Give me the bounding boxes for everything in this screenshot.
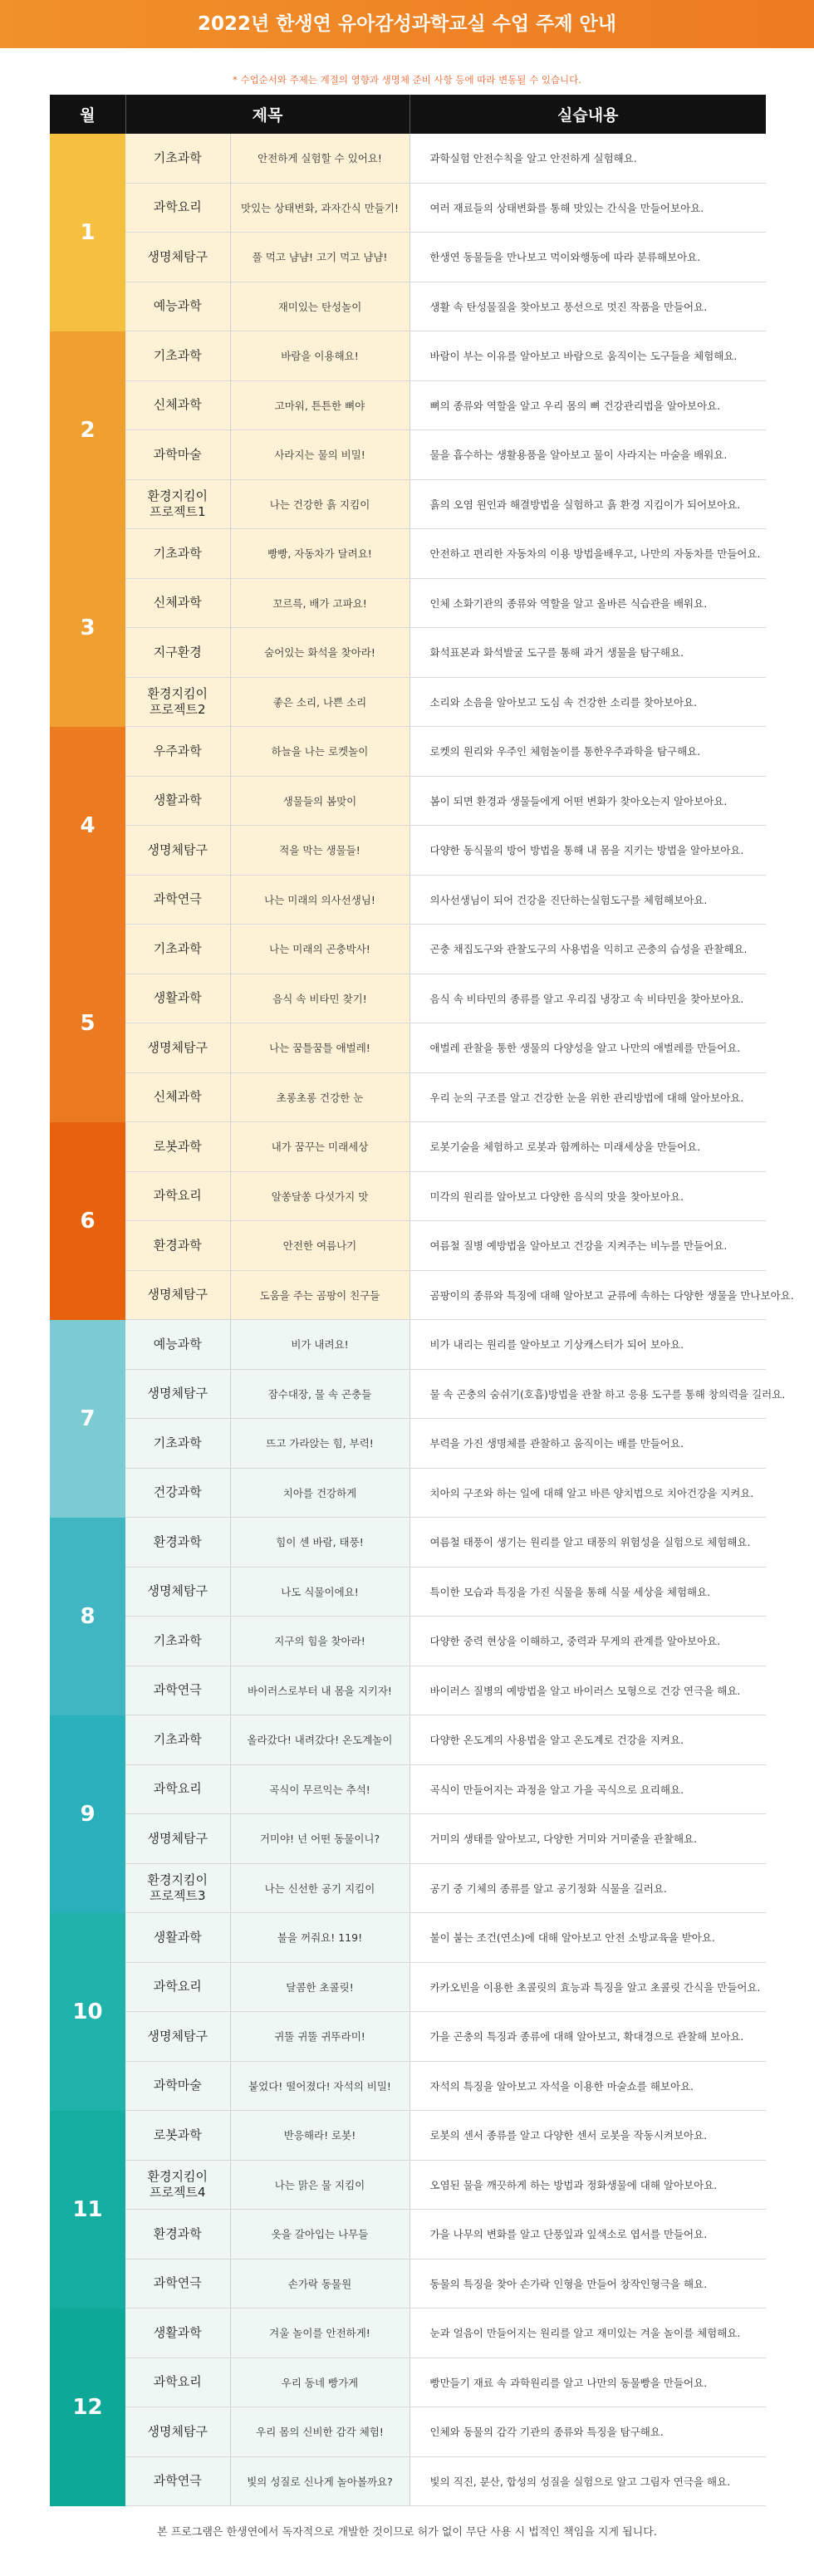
table-body xyxy=(50,134,794,2506)
category-cell: 신체과학 xyxy=(125,1072,230,1122)
category-cell: 신체과학 xyxy=(125,380,230,430)
category-cell: 예능과학 xyxy=(125,282,230,331)
lesson-description-cell: 여러 재료들의 상태변화를 통해 맛있는 간식을 만들어보아요. xyxy=(409,183,766,233)
lesson-title-cell: 나도 식물이에요! xyxy=(230,1567,409,1617)
table-row xyxy=(50,430,766,480)
category-cell: 과학연극 xyxy=(125,2259,230,2309)
table-row xyxy=(50,2012,766,2062)
lesson-title-cell: 안전한 여름나기 xyxy=(230,1221,409,1271)
lesson-title-cell: 달콤한 초콜릿! xyxy=(230,1962,409,2012)
category-cell: 로봇과학 xyxy=(125,2111,230,2161)
lesson-title-cell: 나는 맑은 물 지킴이 xyxy=(230,2160,409,2210)
lesson-description-cell: 봄이 되면 환경과 생물들에게 어떤 변화가 찾아오는지 알아보아요. xyxy=(409,776,766,826)
month-cell: 1 xyxy=(50,134,125,331)
lesson-description-cell: 자석의 특징을 알아보고 자석을 이용한 마술쇼를 해보아요. xyxy=(409,2061,766,2111)
lesson-description-cell: 뼈의 종류와 역할을 알고 우리 몸의 뼈 건강관리법을 알아보아요. xyxy=(409,380,766,430)
category-cell: 생활과학 xyxy=(125,974,230,1023)
lesson-description-cell: 생활 속 탄성물질을 찾아보고 풍선으로 멋진 작품을 만들어요. xyxy=(409,282,766,331)
month-cell: 10 xyxy=(50,1913,125,2111)
category-cell: 생명체탐구 xyxy=(125,1023,230,1073)
lesson-description-cell: 바람이 부는 이유를 알아보고 바람으로 움직이는 도구들을 체험해요. xyxy=(409,331,766,381)
lesson-title-cell: 꼬르륵, 배가 고파요! xyxy=(230,578,409,628)
category-cell: 과학요리 xyxy=(125,1962,230,2012)
lesson-title-cell: 재미있는 탄성놀이 xyxy=(230,282,409,331)
lesson-title-cell: 반응해라! 로봇! xyxy=(230,2111,409,2161)
table-row xyxy=(50,2111,766,2161)
lesson-description-cell: 특이한 모습과 특징을 가진 식물을 통해 식물 세상을 체험해요. xyxy=(409,1567,766,1617)
category-cell: 로봇과학 xyxy=(125,1122,230,1172)
table-row xyxy=(50,2210,766,2260)
lesson-title-cell: 빵빵, 자동차가 달려요! xyxy=(230,529,409,579)
table-row xyxy=(50,1023,766,1073)
lesson-description-cell: 과학실험 안전수칙을 알고 안전하게 실험해요. xyxy=(409,134,766,183)
lesson-description-cell: 곡식이 만들어지는 과정을 알고 가을 곡식으로 요리해요. xyxy=(409,1764,766,1814)
lesson-description-cell: 바이러스 질병의 예방법을 알고 바이러스 모형으로 건강 연극을 해요. xyxy=(409,1666,766,1715)
lesson-title-cell: 우리 동네 빵가게 xyxy=(230,2358,409,2407)
category-cell: 생명체탐구 xyxy=(125,2407,230,2457)
category-cell: 생명체탐구 xyxy=(125,2012,230,2062)
table-row xyxy=(50,1122,766,1172)
lesson-description-cell: 다양한 동식물의 방어 방법을 통해 내 몸을 지키는 방법을 알아보아요. xyxy=(409,826,766,876)
table-row xyxy=(50,1567,766,1617)
column-header-content: 실습내용 xyxy=(409,95,766,134)
category-cell: 생명체탐구 xyxy=(125,233,230,282)
table-row xyxy=(50,974,766,1023)
table-row xyxy=(50,1617,766,1666)
lesson-title-cell: 거미야! 넌 어떤 동물이니? xyxy=(230,1814,409,1864)
lesson-title-cell: 초롱초롱 건강한 눈 xyxy=(230,1072,409,1122)
table-row xyxy=(50,628,766,678)
category-cell: 생명체탐구 xyxy=(125,1369,230,1419)
lesson-title-cell: 곡식이 무르익는 추석! xyxy=(230,1764,409,1814)
lesson-description-cell: 거미의 생태를 알아보고, 다양한 거미와 거미줄을 관찰해요. xyxy=(409,1814,766,1864)
category-cell: 과학연극 xyxy=(125,875,230,925)
lesson-description-cell: 미각의 원리를 알아보고 다양한 음식의 맛을 찾아보아요. xyxy=(409,1171,766,1221)
table-row xyxy=(50,1913,766,1963)
lesson-title-cell: 좋은 소리, 나쁜 소리 xyxy=(230,677,409,727)
lesson-description-cell: 가을 나무의 변화를 알고 단풍잎과 잎색소로 엽서를 만들어요. xyxy=(409,2210,766,2260)
lesson-title-cell: 나는 꿈틀꿈틀 애벌레! xyxy=(230,1023,409,1073)
category-cell: 우주과학 xyxy=(125,727,230,777)
month-cell: 8 xyxy=(50,1518,125,1715)
notice-text: * 수업순서와 주제는 계절의 영향과 생명체 준비 사항 등에 따라 변동될 수 있습니다. xyxy=(233,74,581,86)
category-cell: 과학마술 xyxy=(125,430,230,480)
lesson-description-cell: 인체와 동물의 감각 기관의 종류와 특징을 탐구해요. xyxy=(409,2407,766,2457)
category-cell: 기초과학 xyxy=(125,134,230,183)
table-header xyxy=(50,95,766,134)
lesson-title-cell: 올라갔다! 내려갔다! 온도계놀이 xyxy=(230,1715,409,1765)
lesson-description-cell: 카카오빈을 이용한 초콜릿의 효능과 특징을 알고 초콜릿 간식을 만들어요. xyxy=(409,1962,766,2012)
lesson-title-cell: 알쏭달쏭 다섯가지 맛 xyxy=(230,1171,409,1221)
table-row xyxy=(50,1369,766,1419)
lesson-title-cell: 안전하게 실험할 수 있어요! xyxy=(230,134,409,183)
table-row xyxy=(50,925,766,974)
lesson-title-cell: 나는 미래의 곤충박사! xyxy=(230,925,409,974)
table-row xyxy=(50,233,766,282)
lesson-title-cell: 바람을 이용해요! xyxy=(230,331,409,381)
lesson-description-cell: 오염된 물을 깨끗하게 하는 방법과 정화생물에 대해 알아보아요. xyxy=(409,2160,766,2210)
lesson-description-cell: 비가 내리는 원리를 알아보고 기상캐스터가 되어 보아요. xyxy=(409,1320,766,1370)
lesson-description-cell: 음식 속 비타민의 종류를 알고 우리집 냉장고 속 비타민을 찾아보아요. xyxy=(409,974,766,1023)
lesson-description-cell: 우리 눈의 구조를 알고 건강한 눈을 위한 관리방법에 대해 알아보아요. xyxy=(409,1072,766,1122)
category-cell: 과학요리 xyxy=(125,1171,230,1221)
table-row xyxy=(50,1666,766,1715)
table-row xyxy=(50,479,766,529)
lesson-title-cell: 비가 내려요! xyxy=(230,1320,409,1370)
lesson-description-cell: 여름철 태풍이 생기는 원리를 알고 태풍의 위험성을 실험으로 체험해요. xyxy=(409,1518,766,1568)
month-cell: 7 xyxy=(50,1320,125,1518)
lesson-title-cell: 적을 막는 생물들! xyxy=(230,826,409,876)
category-cell: 환경지킴이 프로젝트4 xyxy=(125,2160,230,2210)
table-row xyxy=(50,331,766,381)
category-cell: 기초과학 xyxy=(125,529,230,579)
lesson-description-cell: 부력을 가진 생명체를 관찰하고 움직이는 배를 만들어요. xyxy=(409,1419,766,1469)
lesson-title-cell: 붙었다! 떨어졌다! 자석의 비밀! xyxy=(230,2061,409,2111)
lesson-title-cell: 치아를 건강하게 xyxy=(230,1468,409,1518)
table-row xyxy=(50,2407,766,2457)
category-cell: 생명체탐구 xyxy=(125,1814,230,1864)
lesson-title-cell: 바이러스로부터 내 몸을 지키자! xyxy=(230,1666,409,1715)
category-cell: 환경지킴이 프로젝트3 xyxy=(125,1863,230,1913)
table-row xyxy=(50,529,766,579)
category-cell: 기초과학 xyxy=(125,1715,230,1765)
table-row xyxy=(50,1171,766,1221)
footer-disclaimer: 본 프로그램은 한생연에서 독자적으로 개발한 것이므로 허가 없이 무단 사용 시 법적인 책임을 지게 됩니다. xyxy=(157,2526,657,2539)
lesson-description-cell: 다양한 온도계의 사용법을 알고 온도계로 건강을 지켜요. xyxy=(409,1715,766,1765)
table-row xyxy=(50,1419,766,1469)
category-cell: 기초과학 xyxy=(125,1419,230,1469)
column-header-title: 제목 xyxy=(125,95,409,134)
table-row xyxy=(50,677,766,727)
table-row xyxy=(50,1863,766,1913)
category-cell: 생활과학 xyxy=(125,776,230,826)
month-cell: 5 xyxy=(50,925,125,1122)
category-cell: 과학요리 xyxy=(125,183,230,233)
table-row xyxy=(50,2309,766,2358)
month-cell: 4 xyxy=(50,727,125,925)
lesson-title-cell: 음식 속 비타민 찾기! xyxy=(230,974,409,1023)
category-cell: 과학연극 xyxy=(125,1666,230,1715)
lesson-description-cell: 애벌레 관찰을 통한 생물의 다양성을 알고 나만의 애벌레를 만들어요. xyxy=(409,1023,766,1073)
month-cell: 6 xyxy=(50,1122,125,1320)
lesson-title-cell: 생물들의 봄맞이 xyxy=(230,776,409,826)
table-row xyxy=(50,2456,766,2506)
lesson-title-cell: 빛의 성질로 신나게 놀아볼까요? xyxy=(230,2456,409,2506)
lesson-title-cell: 귀뚤 귀뚤 귀뚜라미! xyxy=(230,2012,409,2062)
category-cell: 지구환경 xyxy=(125,628,230,678)
table-row xyxy=(50,1320,766,1370)
table-row xyxy=(50,1962,766,2012)
lesson-description-cell: 물 속 곤충의 숨쉬기(호흡)방법을 관찰 하고 응용 도구를 통해 창의력을 길러요. xyxy=(409,1369,766,1419)
lesson-description-cell: 치아의 구조와 하는 일에 대해 알고 바른 양치법으로 치아건강을 지켜요. xyxy=(409,1468,766,1518)
lesson-description-cell: 인체 소화기관의 종류와 역할을 알고 올바른 식습관을 배워요. xyxy=(409,578,766,628)
lesson-description-cell: 가을 곤충의 특징과 종류에 대해 알아보고, 확대경으로 관찰해 보아요. xyxy=(409,2012,766,2062)
table-row xyxy=(50,1814,766,1864)
category-cell: 기초과학 xyxy=(125,925,230,974)
schedule-table-wrapper xyxy=(50,95,794,2506)
lesson-title-cell: 나는 건강한 흙 지킴이 xyxy=(230,479,409,529)
table-row xyxy=(50,578,766,628)
table-row xyxy=(50,2160,766,2210)
lesson-title-cell: 맛있는 상태변화, 과자간식 만들기! xyxy=(230,183,409,233)
category-cell: 생활과학 xyxy=(125,1913,230,1963)
table-row xyxy=(50,1518,766,1568)
lesson-description-cell: 눈과 얼음이 만들어지는 원리를 알고 재미있는 겨울 놀이를 체험해요. xyxy=(409,2309,766,2358)
lesson-title-cell: 내가 꿈꾸는 미래세상 xyxy=(230,1122,409,1172)
lesson-title-cell: 뜨고 가라앉는 힘, 부력! xyxy=(230,1419,409,1469)
lesson-title-cell: 불을 꺼줘요! 119! xyxy=(230,1913,409,1963)
schedule-table xyxy=(50,95,794,2506)
category-cell: 과학마술 xyxy=(125,2061,230,2111)
table-row xyxy=(50,826,766,876)
table-row xyxy=(50,134,766,183)
category-cell: 기초과학 xyxy=(125,1617,230,1666)
lesson-title-cell: 옷을 갈아입는 나무들 xyxy=(230,2210,409,2260)
lesson-description-cell: 물을 흡수하는 생활용품을 알아보고 물이 사라지는 마술을 배워요. xyxy=(409,430,766,480)
lesson-title-cell: 힘이 센 바람, 태풍! xyxy=(230,1518,409,1568)
lesson-title-cell: 우리 몸의 신비한 감각 체험! xyxy=(230,2407,409,2457)
table-row xyxy=(50,2259,766,2309)
page-header xyxy=(0,0,814,48)
lesson-description-cell: 로봇의 센서 종류를 알고 다양한 센서 로봇을 작동시켜보아요. xyxy=(409,2111,766,2161)
table-row xyxy=(50,2061,766,2111)
lesson-description-cell: 안전하고 편리한 자동차의 이용 방법을배우고, 나만의 자동차를 만들어요. xyxy=(409,529,766,579)
lesson-title-cell: 하늘을 나는 로켓놀이 xyxy=(230,727,409,777)
category-cell: 생명체탐구 xyxy=(125,1270,230,1320)
lesson-title-cell: 나는 미래의 의사선생님! xyxy=(230,875,409,925)
table-row xyxy=(50,1072,766,1122)
category-cell: 환경지킴이 프로젝트1 xyxy=(125,479,230,529)
lesson-title-cell: 고마워, 튼튼한 뼈야 xyxy=(230,380,409,430)
table-row xyxy=(50,183,766,233)
month-cell: 11 xyxy=(50,2111,125,2309)
lesson-description-cell: 불이 붙는 조건(연소)에 대해 알아보고 안전 소방교육을 받아요. xyxy=(409,1913,766,1963)
lesson-description-cell: 곰팡이의 종류와 특징에 대해 알아보고 균류에 속하는 다양한 생물을 만나보아요. xyxy=(409,1270,766,1320)
category-cell: 생명체탐구 xyxy=(125,1567,230,1617)
category-cell: 환경과학 xyxy=(125,2210,230,2260)
category-cell: 예능과학 xyxy=(125,1320,230,1370)
lesson-description-cell: 동물의 특징을 찾아 손가락 인형을 만들어 창작인형극을 해요. xyxy=(409,2259,766,2309)
lesson-description-cell: 소리와 소음을 알아보고 도심 속 건강한 소리를 찾아보아요. xyxy=(409,677,766,727)
month-cell: 9 xyxy=(50,1715,125,1913)
lesson-title-cell: 도움을 주는 곰팡이 친구들 xyxy=(230,1270,409,1320)
lesson-title-cell: 지구의 힘을 찾아라! xyxy=(230,1617,409,1666)
lesson-description-cell: 빛의 직진, 분산, 합성의 성질을 실험으로 알고 그림자 연극을 해요. xyxy=(409,2456,766,2506)
lesson-title-cell: 사라지는 물의 비밀! xyxy=(230,430,409,480)
month-cell: 2 xyxy=(50,331,125,529)
lesson-description-cell: 빵만들기 재료 속 과학원리를 알고 나만의 동물빵을 만들어요. xyxy=(409,2358,766,2407)
table-row xyxy=(50,1764,766,1814)
lesson-title-cell: 나는 신선한 공기 지킴이 xyxy=(230,1863,409,1913)
category-cell: 생명체탐구 xyxy=(125,826,230,876)
table-row xyxy=(50,727,766,777)
lesson-description-cell: 한생연 동물들을 만나보고 먹이와행동에 따라 분류해보아요. xyxy=(409,233,766,282)
lesson-title-cell: 겨울 놀이를 안전하게! xyxy=(230,2309,409,2358)
category-cell: 환경과학 xyxy=(125,1221,230,1271)
lesson-title-cell: 풀 먹고 냠냠! 고기 먹고 냠냠! xyxy=(230,233,409,282)
lesson-title-cell: 숨어있는 화석을 찾아라! xyxy=(230,628,409,678)
category-cell: 건강과학 xyxy=(125,1468,230,1518)
category-cell: 과학요리 xyxy=(125,2358,230,2407)
table-row xyxy=(50,282,766,331)
month-cell: 12 xyxy=(50,2309,125,2506)
lesson-description-cell: 곤충 채집도구와 관찰도구의 사용법을 익히고 곤충의 습성을 관찰해요. xyxy=(409,925,766,974)
lesson-title-cell: 손가락 동물원 xyxy=(230,2259,409,2309)
table-row xyxy=(50,1715,766,1765)
lesson-description-cell: 화석표본과 화석발굴 도구를 통해 과거 생물을 탐구해요. xyxy=(409,628,766,678)
table-row xyxy=(50,1270,766,1320)
lesson-description-cell: 공기 중 기체의 종류를 알고 공기정화 식물을 길러요. xyxy=(409,1863,766,1913)
table-header-row xyxy=(50,95,766,134)
category-cell: 기초과학 xyxy=(125,331,230,381)
lesson-description-cell: 의사선생님이 되어 건강을 진단하는실험도구를 체험해보아요. xyxy=(409,875,766,925)
table-row xyxy=(50,875,766,925)
lesson-description-cell: 다양한 중력 현상을 이해하고, 중력과 무게의 관계를 알아보아요. xyxy=(409,1617,766,1666)
category-cell: 과학연극 xyxy=(125,2456,230,2506)
lesson-title-cell: 잠수대장, 물 속 곤충들 xyxy=(230,1369,409,1419)
table-row xyxy=(50,1468,766,1518)
category-cell: 신체과학 xyxy=(125,578,230,628)
table-row xyxy=(50,776,766,826)
table-row xyxy=(50,380,766,430)
category-cell: 환경과학 xyxy=(125,1518,230,1568)
page-title: 2022년 한생연 유아감성과학교실 수업 주제 안내 xyxy=(198,13,616,35)
category-cell: 과학요리 xyxy=(125,1764,230,1814)
month-cell: 3 xyxy=(50,529,125,727)
table-row xyxy=(50,1221,766,1271)
lesson-description-cell: 여름철 질병 예방법을 알아보고 건강을 지켜주는 비누를 만들어요. xyxy=(409,1221,766,1271)
table-row xyxy=(50,2358,766,2407)
category-cell: 생활과학 xyxy=(125,2309,230,2358)
category-cell: 환경지킴이 프로젝트2 xyxy=(125,677,230,727)
lesson-description-cell: 로봇기술을 체험하고 로봇과 함께하는 미래세상을 만들어요. xyxy=(409,1122,766,1172)
column-header-month: 월 xyxy=(50,95,125,134)
lesson-description-cell: 흙의 오염 원인과 해결방법을 실험하고 흙 환경 지킴이가 되어보아요. xyxy=(409,479,766,529)
lesson-description-cell: 로켓의 원리와 우주인 체험놀이를 통한우주과학을 탐구해요. xyxy=(409,727,766,777)
